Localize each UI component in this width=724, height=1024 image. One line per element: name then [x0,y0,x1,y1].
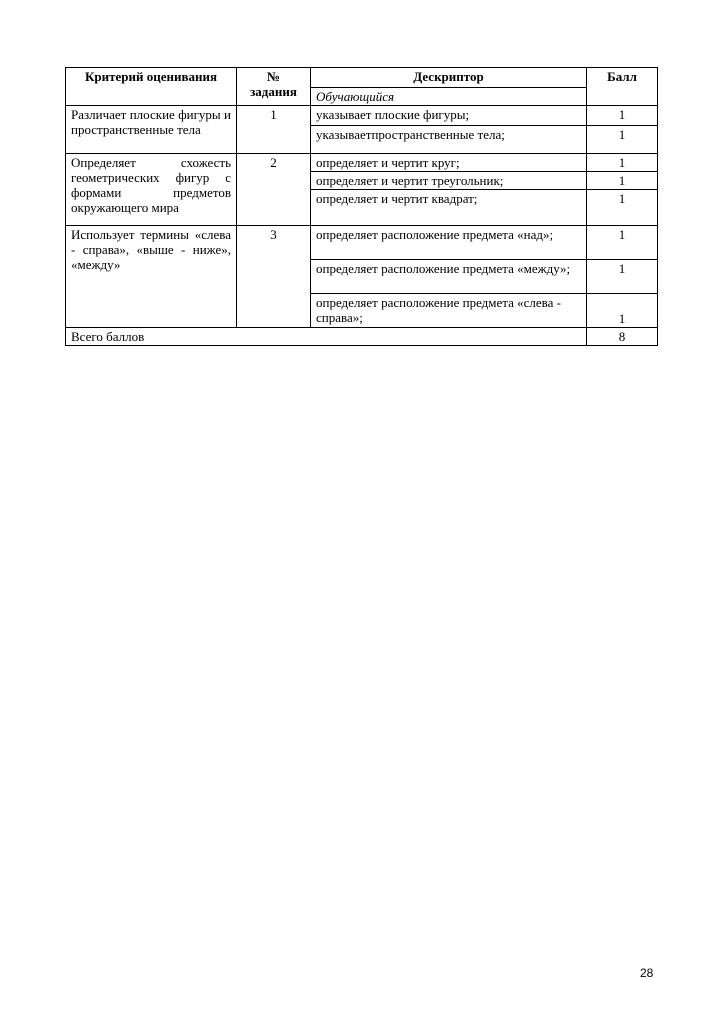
descriptor-cell: определяет и чертит треугольник; [311,172,587,190]
table-row [66,106,658,126]
table-row [66,226,658,260]
score-cell: 1 [587,106,658,126]
assessment-rubric-table [65,67,658,346]
criterion-cell: Определяет схожесть геометрических фигур с формами предметов окружающего мира [66,154,237,226]
score-cell: 1 [587,154,658,172]
descriptor-cell: определяет и чертит круг; [311,154,587,172]
task-number-cell: 3 [237,226,311,328]
criterion-cell: Использует термины «слева - справа», «выше - ниже», «между» [66,226,237,328]
header-descriptor: Дескриптор [311,68,587,88]
page-number: 28 [640,966,654,980]
header-descriptor-sub: Обучающийся [311,88,587,106]
score-cell: 1 [587,172,658,190]
descriptor-cell: определяет расположение предмета «между»; [311,260,587,294]
total-score: 8 [587,328,658,346]
task-number-cell: 2 [237,154,311,226]
descriptor-cell: определяет и чертит квадрат; [311,190,587,226]
total-row [66,328,658,346]
descriptor-cell: определяет расположение предмета «слева - справа»; [311,294,587,328]
header-criterion: Критерий оценивания [66,68,237,106]
header-task-number [237,68,311,106]
descriptor-cell: указываетпространственные тела; [311,126,587,154]
criterion-cell: Различает плоские фигуры и пространственные тела [66,106,237,154]
descriptor-cell: определяет расположение предмета «над»; [311,226,587,260]
table-row [66,154,658,172]
score-cell: 1 [587,294,658,328]
score-cell: 1 [587,226,658,260]
header-score: Балл [587,68,658,106]
task-number-cell: 1 [237,106,311,154]
score-cell: 1 [587,126,658,154]
descriptor-cell: указывает плоские фигуры; [311,106,587,126]
score-cell: 1 [587,190,658,226]
table-header-row [66,68,658,88]
header-task-number-line2: задания [250,84,297,99]
score-cell: 1 [587,260,658,294]
total-label: Всего баллов [66,328,587,346]
header-task-number-line1: № [266,69,281,84]
